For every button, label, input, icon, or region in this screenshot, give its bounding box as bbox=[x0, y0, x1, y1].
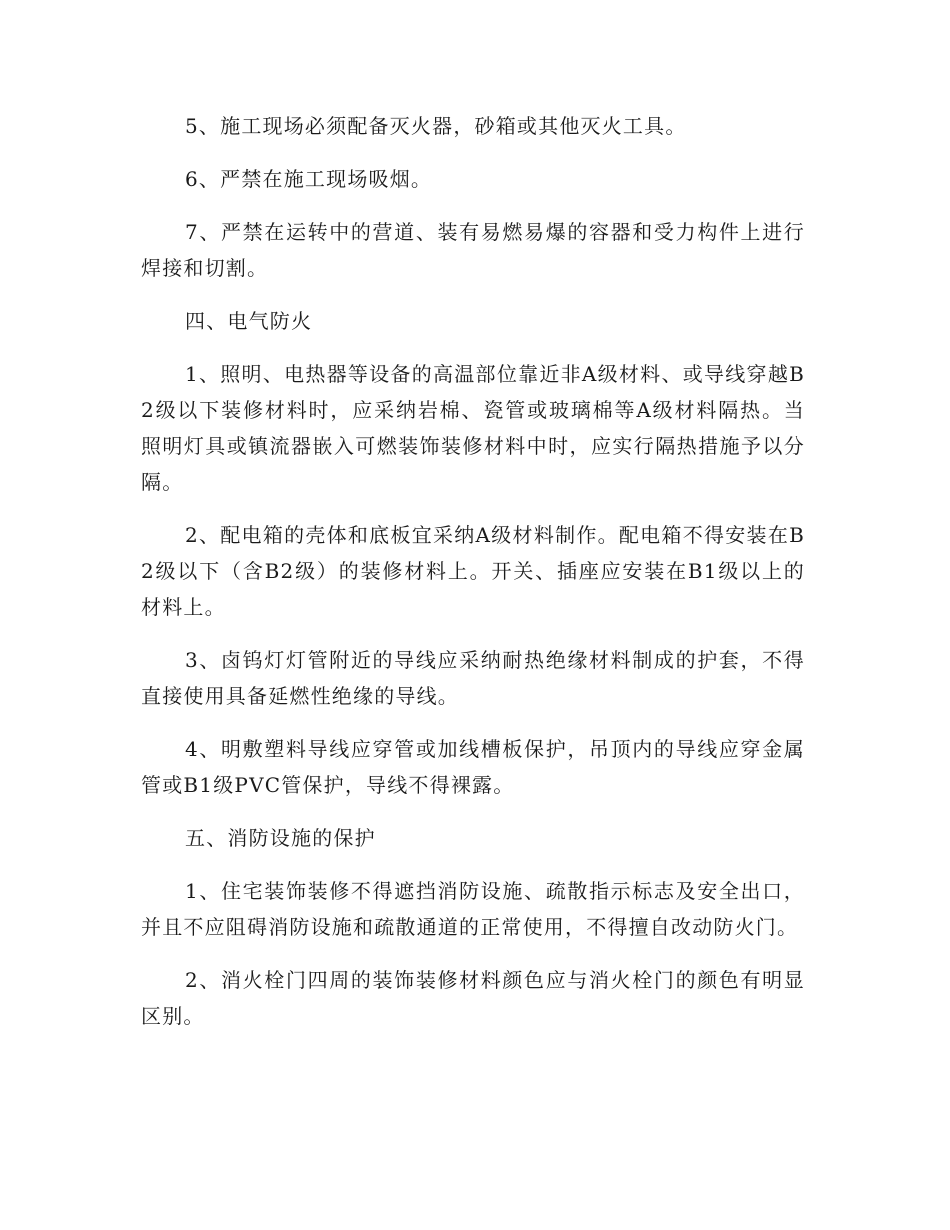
paragraph-item-6: 6、严禁在施工现场吸烟。 bbox=[185, 167, 433, 191]
paragraph-item-5: 5、施工现场必须配备灭火器，砂箱或其他灭火工具。 bbox=[185, 114, 687, 138]
paragraph-item-7: 7、严禁在运转中的营道、装有易燃易爆的容器和受力构件上进行焊接和切割。 bbox=[141, 220, 805, 280]
paragraph-facilities-2: 2、消火栓门四周的装饰装修材料颜色应与消火栓门的颜色有明显区别。 bbox=[141, 968, 805, 1028]
paragraph-electrical-1: 1、照明、电热器等设备的高温部位靠近非A级材料、或导线穿越B2级以下装修材料时，应采纳岩棉、瓷管或玻璃棉等A级材料隔热。当照明灯具或镇流器嵌入可燃装饰装修材料中时，应实行隔热措施予以分隔。 bbox=[141, 362, 805, 494]
paragraph-electrical-2: 2、配电箱的壳体和底板宜采纳A级材料制作。配电箱不得安装在B2级以下（含B2级）的装修材料上。开关、插座应安装在B1级以上的材料上。 bbox=[141, 523, 805, 619]
section-heading-electrical-fire: 四、电气防火 bbox=[185, 309, 313, 333]
paragraph-facilities-1: 1、住宅装饰装修不得遮挡消防设施、疏散指示标志及安全出口，并且不应阻碍消防设施和疏散通道的正常使用，不得擅自改动防火门。 bbox=[141, 879, 805, 939]
paragraph-electrical-3: 3、卤钨灯灯管附近的导线应采纳耐热绝缘材料制成的护套，不得直接使用具备延燃性绝缘的导线。 bbox=[141, 648, 805, 708]
section-heading-fire-facilities: 五、消防设施的保护 bbox=[185, 826, 376, 850]
document-body bbox=[141, 108, 805, 1051]
paragraph-electrical-4: 4、明敷塑料导线应穿管或加线槽板保护，吊顶内的导线应穿金属管或B1级PVC管保护，导线不得裸露。 bbox=[141, 737, 805, 797]
